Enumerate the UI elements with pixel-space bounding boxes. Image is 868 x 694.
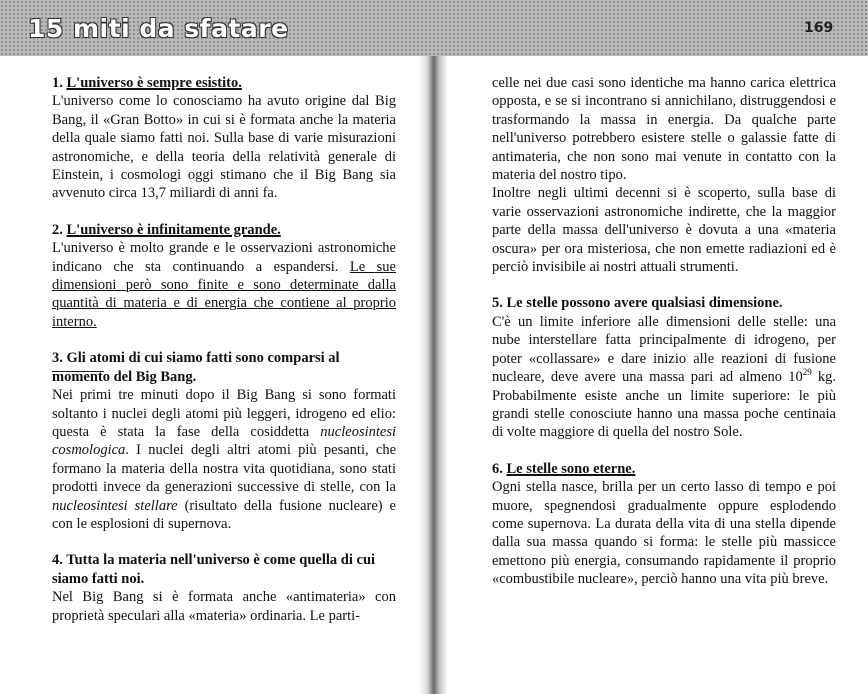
- myth-number: 2.: [52, 221, 63, 238]
- myth-title-5: [492, 294, 836, 312]
- myth-section-4: [52, 551, 396, 625]
- myth-body-4-paragraph-2: Inoltre negli ultimi decenni si è scoperto, sulla base di varie osservazioni astronomiche indirette, che la maggior parte della massa dell'universo è dovuta a una «materia oscura» per ora misteriosa, che non emette radiazioni ed è perciò invisibile ai nostri attuali strumenti.: [492, 185, 836, 276]
- myth-number: 4.: [52, 552, 63, 569]
- myth-title-text: L'universo è infinitamente grande.: [66, 221, 281, 238]
- myth-body-6: Ogni stella nasce, brilla per un certo lasso di tempo e poi muore, spegnendosi gradualmente oppure esplodendo come supernova. La durata della vita di una stella dipende dalla sua massa quando si forma: le stelle più massicce emettono più energia, consumando rapidamente il proprio «combustibile nucleare», perciò hanno una vita più breve.: [492, 479, 836, 588]
- myth-section-5: [492, 294, 836, 441]
- body-text: L'universo è molto grande e le osservazioni astronomiche indicano che sta continuando a espandersi.: [52, 240, 396, 275]
- italic-term: nucleosintesi cosmologica: [52, 423, 397, 459]
- myth-body-1: L'universo come lo conosciamo ha avuto origine dal Big Bang, il «Gran Botto» in cui si è formata anche la materia della quale siamo fatti noi. Sulla base di varie misurazioni astronomiche, e della teoria della relatività generale di Einstein, i cosmologi oggi stimano che il Big Bang sia avvenuto circa 13,7 miliardi di anni fa.: [52, 93, 396, 202]
- exponent: 29: [802, 367, 812, 378]
- myth-title-text: L'universo è sempre esistito.: [66, 75, 242, 91]
- myth-title-2: [52, 221, 396, 239]
- myth-title-6: [492, 460, 836, 478]
- body-text: Nei primi tre minuti dopo il Big Bang si sono formati soltanto i nuclei degli atomi più leggeri, idrogeno ed elio: questa è stata la fase della cosiddetta: [52, 387, 396, 440]
- myth-number: 5.: [492, 295, 503, 312]
- body-text: C'è un limite inferiore alle dimensioni delle stelle: una nube interstellare fatta principalmente di idrogeno, per poter «collassare» e dare inizio alle reazioni di fusione nucleare, deve avere una massa pari ad almeno 10: [492, 313, 836, 386]
- myth-section-2: [52, 221, 396, 331]
- myth-title-3: [52, 349, 396, 386]
- myth-title-text: Gli atomi di cui siamo fatti sono comparsi al momento del Big Bang.: [52, 350, 340, 385]
- pen-stroke: [52, 371, 104, 372]
- myth-body-3: [52, 386, 396, 533]
- myth-title-1: [52, 74, 396, 92]
- myth-section-1: [52, 74, 396, 203]
- body-text: (risultato della fusione nucleare) e con le esplosioni di supernova.: [52, 497, 396, 532]
- myth-body-5: [492, 313, 836, 442]
- myth-title-4: [52, 551, 396, 588]
- myth-section-3: [52, 349, 396, 533]
- book-gutter: [418, 56, 448, 694]
- underlined-passage: Le sue dimensioni però sono finite e sono determinate dalla quantità di materia e di energia che contiene al proprio interno.: [52, 258, 396, 330]
- myth-number: 6.: [492, 460, 503, 477]
- body-text: . I nuclei degli altri atomi più pesanti, che formano la materia della nostra vita quotidiana, sono stati prodotti invece da generazioni successive di stelle, con la: [52, 442, 396, 496]
- italic-term: nucleosintesi stellare: [52, 497, 178, 514]
- myth-number: 3.: [52, 350, 63, 367]
- myth-body-4: Nel Big Bang si è formata anche «antimateria» con proprietà speculari alla «materia» ordinaria. Le parti-: [52, 589, 396, 624]
- right-page-column: [492, 74, 836, 607]
- myth-section-4-continued: [492, 74, 836, 276]
- running-header-title: 15 miti da sfatare: [28, 14, 289, 43]
- myth-body-4-continued: celle nei due casi sono identiche ma hanno carica elettrica opposta, e se si incontrano si annichilano, distruggendosi e trasformando la massa in energia. Da qualche parte nell'universo potrebbero esistere stelle o galassie fatte di antimateria, che non sono mai venute in contatto con la materia del nostro tipo.: [492, 75, 836, 184]
- myth-section-6: [492, 460, 836, 589]
- running-header: [0, 0, 868, 56]
- myth-title-text: Le stelle possono avere qualsiasi dimensione.: [506, 295, 783, 312]
- myth-title-text: Tutta la materia nell'universo è come quella di cui siamo fatti noi.: [52, 552, 376, 587]
- myth-number: 1.: [52, 75, 63, 91]
- myth-body-2: [52, 239, 396, 331]
- body-text: kg. Probabilmente esiste anche un limite superiore: le più grandi stelle conosciute hanno una massa poche centinaia di volte maggiore di quella del nostro Sole.: [492, 369, 837, 441]
- myth-title-text: Le stelle sono eterne.: [506, 460, 636, 477]
- page-number: 169: [804, 20, 834, 36]
- left-page-column: [52, 74, 396, 643]
